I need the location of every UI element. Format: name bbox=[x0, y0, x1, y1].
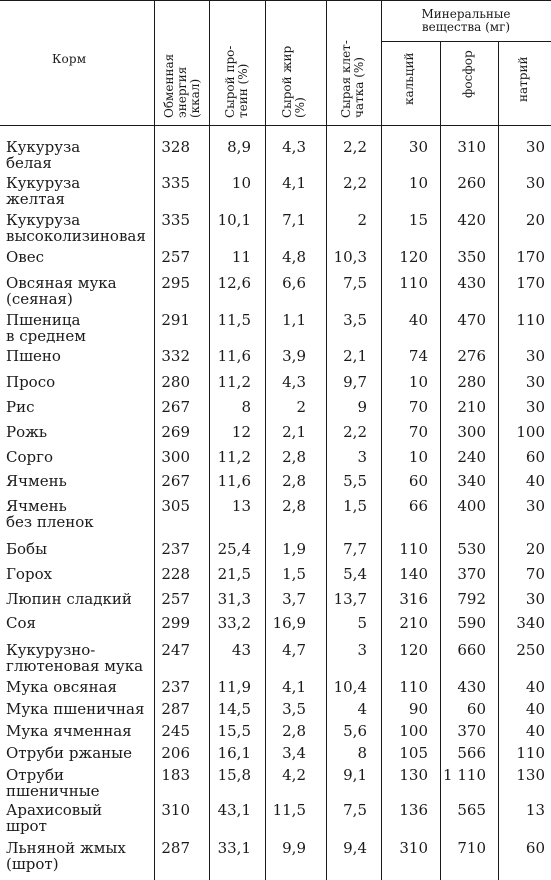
cell-ca: 105 bbox=[399, 744, 428, 762]
row-feed-name: Мука пшеничная bbox=[6, 700, 145, 718]
cell-fat: 6,6 bbox=[282, 274, 306, 292]
cell-energy: 310 bbox=[161, 801, 190, 819]
cell-fat: 3,7 bbox=[282, 590, 306, 608]
cell-na: 40 bbox=[525, 722, 545, 740]
cell-fiber: 2 bbox=[357, 211, 367, 229]
header-fat: Сырой жир (%) bbox=[280, 45, 307, 118]
cell-energy: 280 bbox=[161, 373, 190, 391]
row-feed-name: Рис bbox=[6, 398, 35, 416]
cell-p: 530 bbox=[457, 540, 486, 558]
cell-fat: 1,9 bbox=[282, 540, 306, 558]
cell-protein: 11,2 bbox=[217, 373, 251, 391]
cell-fat: 1,1 bbox=[282, 311, 306, 329]
row-feed-name: Арахисовый шрот bbox=[6, 801, 103, 835]
cell-p: 660 bbox=[457, 641, 486, 659]
cell-fiber: 5,5 bbox=[343, 472, 367, 490]
cell-p: 240 bbox=[457, 448, 486, 466]
cell-energy: 257 bbox=[161, 590, 190, 608]
cell-p: 340 bbox=[457, 472, 486, 490]
cell-energy: 328 bbox=[161, 138, 190, 156]
cell-energy: 335 bbox=[161, 211, 190, 229]
cell-fiber: 8 bbox=[357, 744, 367, 762]
cell-na: 60 bbox=[525, 448, 545, 466]
cell-fat: 1,5 bbox=[282, 565, 306, 583]
cell-fiber: 5,4 bbox=[343, 565, 367, 583]
row-feed-name: Кукуруза желтая bbox=[6, 174, 81, 208]
cell-energy: 228 bbox=[161, 565, 190, 583]
cell-fat: 2,1 bbox=[282, 423, 306, 441]
row-feed-name: Сорго bbox=[6, 448, 53, 466]
cell-fiber: 3,5 bbox=[343, 311, 367, 329]
col-divider-2 bbox=[209, 0, 210, 880]
cell-na: 110 bbox=[516, 744, 545, 762]
row-feed-name: Пшеница в среднем bbox=[6, 311, 86, 345]
cell-p: 1 110 bbox=[443, 766, 486, 784]
cell-energy: 295 bbox=[161, 274, 190, 292]
row-feed-name: Отруби пшеничные bbox=[6, 766, 100, 800]
row-feed-name: Ячмень bbox=[6, 472, 67, 490]
cell-ca: 15 bbox=[408, 211, 428, 229]
cell-fat: 4,8 bbox=[282, 248, 306, 266]
cell-fiber: 7,5 bbox=[343, 274, 367, 292]
cell-protein: 25,4 bbox=[217, 540, 251, 558]
cell-na: 40 bbox=[525, 700, 545, 718]
cell-p: 276 bbox=[457, 347, 486, 365]
cell-protein: 43,1 bbox=[217, 801, 251, 819]
cell-fiber: 2,2 bbox=[343, 174, 367, 192]
cell-ca: 70 bbox=[408, 423, 428, 441]
row-feed-name: Рожь bbox=[6, 423, 48, 441]
row-feed-name: Овсяная мука (сеяная) bbox=[6, 274, 117, 308]
cell-energy: 183 bbox=[161, 766, 190, 784]
cell-ca: 120 bbox=[399, 248, 428, 266]
cell-p: 260 bbox=[457, 174, 486, 192]
cell-ca: 110 bbox=[399, 678, 428, 696]
cell-energy: 257 bbox=[161, 248, 190, 266]
cell-na: 250 bbox=[516, 641, 545, 659]
cell-energy: 335 bbox=[161, 174, 190, 192]
cell-protein: 21,5 bbox=[217, 565, 251, 583]
cell-fat: 4,1 bbox=[282, 678, 306, 696]
header-protein: Сырой про- теин (%) bbox=[223, 45, 250, 118]
cell-ca: 310 bbox=[399, 839, 428, 857]
cell-na: 20 bbox=[525, 211, 545, 229]
row-feed-name: Кукуруза белая bbox=[6, 138, 81, 172]
cell-p: 350 bbox=[457, 248, 486, 266]
cell-fat: 2,8 bbox=[282, 497, 306, 515]
cell-energy: 287 bbox=[161, 700, 190, 718]
cell-energy: 267 bbox=[161, 398, 190, 416]
cell-fat: 4,3 bbox=[282, 138, 306, 156]
cell-fiber: 7,7 bbox=[343, 540, 367, 558]
cell-fat: 4,2 bbox=[282, 766, 306, 784]
cell-energy: 237 bbox=[161, 540, 190, 558]
cell-na: 60 bbox=[525, 839, 545, 857]
cell-na: 130 bbox=[516, 766, 545, 784]
cell-energy: 287 bbox=[161, 839, 190, 857]
cell-fiber: 10,4 bbox=[333, 678, 367, 696]
cell-na: 110 bbox=[516, 311, 545, 329]
cell-energy: 247 bbox=[161, 641, 190, 659]
cell-fiber: 2,1 bbox=[343, 347, 367, 365]
cell-na: 100 bbox=[516, 423, 545, 441]
cell-p: 470 bbox=[457, 311, 486, 329]
cell-na: 30 bbox=[525, 138, 545, 156]
row-feed-name: Просо bbox=[6, 373, 56, 391]
cell-na: 30 bbox=[525, 590, 545, 608]
header-calcium: кальций bbox=[402, 52, 416, 105]
cell-protein: 33,1 bbox=[217, 839, 251, 857]
cell-ca: 140 bbox=[399, 565, 428, 583]
cell-fiber: 7,5 bbox=[343, 801, 367, 819]
cell-ca: 60 bbox=[408, 472, 428, 490]
cell-na: 30 bbox=[525, 497, 545, 515]
cell-ca: 10 bbox=[408, 373, 428, 391]
row-feed-name: Овес bbox=[6, 248, 45, 266]
cell-p: 310 bbox=[457, 138, 486, 156]
cell-na: 40 bbox=[525, 472, 545, 490]
cell-fiber: 5 bbox=[357, 614, 367, 632]
row-feed-name: Ячмень без пленок bbox=[6, 497, 94, 531]
cell-p: 420 bbox=[457, 211, 486, 229]
cell-fat: 11,5 bbox=[272, 801, 306, 819]
cell-p: 430 bbox=[457, 274, 486, 292]
cell-na: 70 bbox=[525, 565, 545, 583]
cell-protein: 11,5 bbox=[217, 311, 251, 329]
header-minerals: Минеральные вещества (мг) bbox=[421, 7, 511, 34]
cell-ca: 30 bbox=[408, 138, 428, 156]
cell-fiber: 3 bbox=[357, 641, 367, 659]
cell-protein: 33,2 bbox=[217, 614, 251, 632]
cell-p: 300 bbox=[457, 423, 486, 441]
cell-energy: 245 bbox=[161, 722, 190, 740]
cell-fiber: 2,2 bbox=[343, 138, 367, 156]
cell-p: 60 bbox=[466, 700, 486, 718]
cell-ca: 40 bbox=[408, 311, 428, 329]
cell-fiber: 13,7 bbox=[333, 590, 367, 608]
cell-protein: 13 bbox=[231, 497, 251, 515]
cell-ca: 136 bbox=[399, 801, 428, 819]
cell-protein: 8,9 bbox=[227, 138, 251, 156]
col-divider-5 bbox=[381, 0, 382, 880]
cell-ca: 10 bbox=[408, 448, 428, 466]
cell-protein: 11 bbox=[231, 248, 251, 266]
cell-na: 30 bbox=[525, 174, 545, 192]
cell-protein: 11,9 bbox=[217, 678, 251, 696]
cell-energy: 267 bbox=[161, 472, 190, 490]
cell-energy: 237 bbox=[161, 678, 190, 696]
row-feed-name: Отруби ржаные bbox=[6, 744, 132, 762]
cell-protein: 10,1 bbox=[217, 211, 251, 229]
cell-protein: 12 bbox=[231, 423, 251, 441]
header-rule bbox=[0, 125, 551, 126]
cell-protein: 31,3 bbox=[217, 590, 251, 608]
row-feed-name: Соя bbox=[6, 614, 36, 632]
cell-ca: 130 bbox=[399, 766, 428, 784]
mineral-group-rule bbox=[381, 41, 551, 42]
cell-ca: 110 bbox=[399, 274, 428, 292]
cell-fiber: 1,5 bbox=[343, 497, 367, 515]
col-divider-3 bbox=[265, 0, 266, 880]
cell-fat: 4,7 bbox=[282, 641, 306, 659]
top-rule bbox=[0, 0, 551, 1]
cell-energy: 305 bbox=[161, 497, 190, 515]
row-feed-name: Горох bbox=[6, 565, 53, 583]
cell-energy: 299 bbox=[161, 614, 190, 632]
cell-fiber: 3 bbox=[357, 448, 367, 466]
cell-fat: 2,8 bbox=[282, 472, 306, 490]
cell-ca: 70 bbox=[408, 398, 428, 416]
row-feed-name: Мука ячменная bbox=[6, 722, 132, 740]
cell-protein: 43 bbox=[231, 641, 251, 659]
cell-p: 590 bbox=[457, 614, 486, 632]
cell-na: 170 bbox=[516, 248, 545, 266]
header-feed: Корм bbox=[52, 52, 87, 66]
cell-energy: 300 bbox=[161, 448, 190, 466]
header-sodium: натрий bbox=[516, 56, 530, 102]
cell-p: 370 bbox=[457, 722, 486, 740]
cell-na: 30 bbox=[525, 398, 545, 416]
cell-protein: 11,6 bbox=[217, 347, 251, 365]
cell-fat: 3,5 bbox=[282, 700, 306, 718]
cell-protein: 16,1 bbox=[217, 744, 251, 762]
row-feed-name: Бобы bbox=[6, 540, 48, 558]
col-divider-7 bbox=[498, 41, 499, 880]
cell-fat: 2 bbox=[296, 398, 306, 416]
cell-fat: 2,8 bbox=[282, 448, 306, 466]
cell-ca: 110 bbox=[399, 540, 428, 558]
cell-p: 430 bbox=[457, 678, 486, 696]
cell-na: 20 bbox=[525, 540, 545, 558]
cell-fat: 7,1 bbox=[282, 211, 306, 229]
row-feed-name: Мука овсяная bbox=[6, 678, 118, 696]
cell-fiber: 9,4 bbox=[343, 839, 367, 857]
cell-fiber: 2,2 bbox=[343, 423, 367, 441]
cell-energy: 332 bbox=[161, 347, 190, 365]
cell-na: 13 bbox=[525, 801, 545, 819]
cell-energy: 206 bbox=[161, 744, 190, 762]
cell-fiber: 9 bbox=[357, 398, 367, 416]
row-feed-name: Пшено bbox=[6, 347, 61, 365]
cell-fiber: 9,7 bbox=[343, 373, 367, 391]
cell-protein: 15,5 bbox=[217, 722, 251, 740]
col-divider-6 bbox=[440, 41, 441, 880]
cell-fat: 16,9 bbox=[272, 614, 306, 632]
row-feed-name: Кукуруза высоколизиновая bbox=[6, 211, 146, 245]
cell-na: 340 bbox=[516, 614, 545, 632]
cell-ca: 100 bbox=[399, 722, 428, 740]
header-energy: Обменная энергия (ккал) bbox=[162, 53, 202, 118]
cell-protein: 11,6 bbox=[217, 472, 251, 490]
cell-na: 30 bbox=[525, 347, 545, 365]
cell-protein: 10 bbox=[231, 174, 251, 192]
cell-protein: 8 bbox=[241, 398, 251, 416]
cell-p: 210 bbox=[457, 398, 486, 416]
cell-fat: 3,4 bbox=[282, 744, 306, 762]
row-feed-name: Кукурузно- глютеновая мука bbox=[6, 641, 144, 675]
cell-ca: 120 bbox=[399, 641, 428, 659]
cell-energy: 291 bbox=[161, 311, 190, 329]
cell-p: 565 bbox=[457, 801, 486, 819]
header-fiber: Сырая клет- чатка (%) bbox=[339, 40, 366, 118]
cell-ca: 210 bbox=[399, 614, 428, 632]
cell-fat: 2,8 bbox=[282, 722, 306, 740]
cell-fat: 3,9 bbox=[282, 347, 306, 365]
cell-protein: 12,6 bbox=[217, 274, 251, 292]
cell-fat: 9,9 bbox=[282, 839, 306, 857]
cell-protein: 15,8 bbox=[217, 766, 251, 784]
cell-p: 710 bbox=[457, 839, 486, 857]
cell-fat: 4,3 bbox=[282, 373, 306, 391]
cell-ca: 90 bbox=[408, 700, 428, 718]
cell-p: 792 bbox=[457, 590, 486, 608]
cell-ca: 10 bbox=[408, 174, 428, 192]
cell-energy: 269 bbox=[161, 423, 190, 441]
cell-p: 280 bbox=[457, 373, 486, 391]
cell-ca: 316 bbox=[399, 590, 428, 608]
cell-p: 566 bbox=[457, 744, 486, 762]
cell-na: 170 bbox=[516, 274, 545, 292]
cell-protein: 14,5 bbox=[217, 700, 251, 718]
row-feed-name: Льняной жмых (шрот) bbox=[6, 839, 126, 873]
cell-p: 370 bbox=[457, 565, 486, 583]
cell-fiber: 9,1 bbox=[343, 766, 367, 784]
col-divider-4 bbox=[326, 0, 327, 880]
cell-fiber: 5,6 bbox=[343, 722, 367, 740]
row-feed-name: Люпин сладкий bbox=[6, 590, 132, 608]
cell-ca: 74 bbox=[408, 347, 428, 365]
cell-fiber: 4 bbox=[357, 700, 367, 718]
header-phosphorus: фосфор bbox=[461, 50, 475, 98]
cell-ca: 66 bbox=[408, 497, 428, 515]
cell-na: 40 bbox=[525, 678, 545, 696]
cell-fat: 4,1 bbox=[282, 174, 306, 192]
cell-p: 400 bbox=[457, 497, 486, 515]
cell-na: 30 bbox=[525, 373, 545, 391]
cell-fiber: 10,3 bbox=[333, 248, 367, 266]
cell-protein: 11,2 bbox=[217, 448, 251, 466]
